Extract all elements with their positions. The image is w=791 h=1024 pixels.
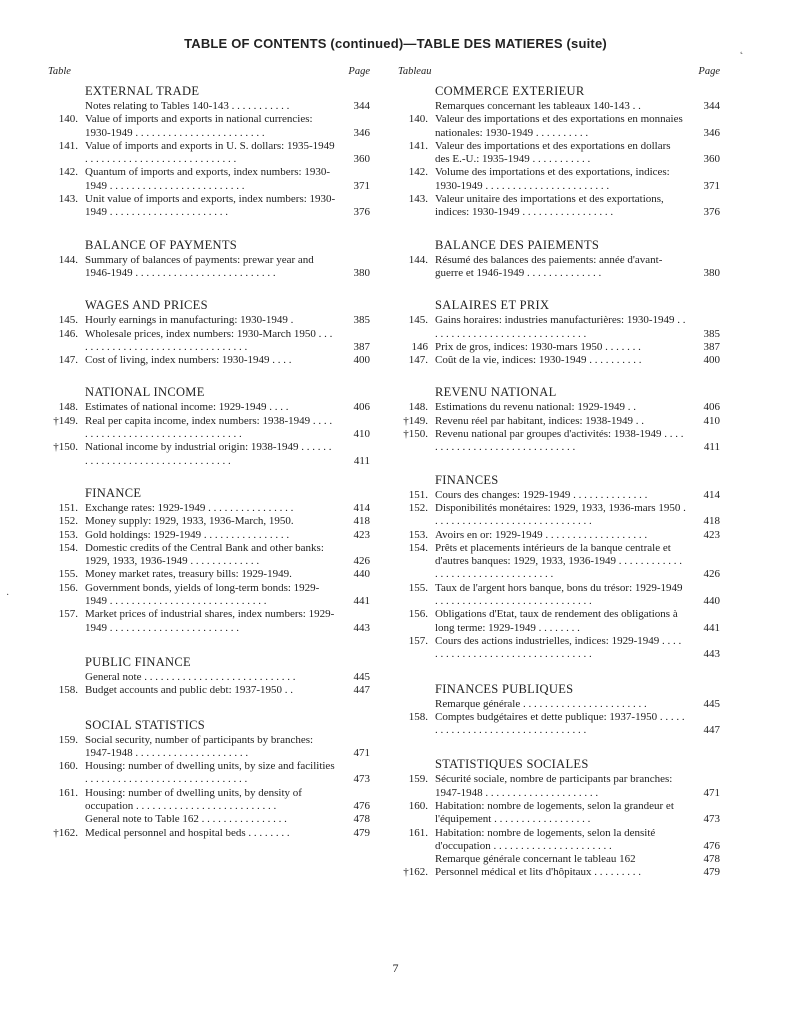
entry-title: Résumé des balances des paiements: année d'avant-guerre et 1946-1949 . . . . . . . . . . . . . . (435, 253, 663, 279)
entry-title: Comptes budgétaires et dette publique: 1937-1950 . . . . . . . . . . . . . . . . . . . . . . . . . . . . . . . . . (435, 710, 685, 737)
table-number: 147. (408, 354, 428, 367)
page-ref: 443 (353, 621, 370, 634)
entry-title: Valeur unitaire des importations et des exportations, indices: 1930-1949 . . . . . . . . . . . . . . . . . (435, 193, 664, 219)
section-heading: REVENU NATIONAL (435, 385, 557, 400)
table-number: 146. (58, 327, 78, 340)
table-number: 161. (408, 826, 428, 839)
toc-entry[interactable] (398, 254, 720, 281)
entry-title: National income by industrial origin: 1938-1949 . . . . . . . . . . . . . . . . . . . . . . . . . . . . . . . . . (85, 441, 332, 467)
toc-section (398, 757, 720, 879)
toc-section (398, 682, 720, 738)
entry-title: Estimations du revenu national: 1929-1949 . . (435, 401, 637, 414)
toc-entry[interactable] (398, 711, 720, 738)
toc-entry[interactable] (398, 140, 720, 167)
table-number: 158. (58, 684, 78, 697)
section-spacer (398, 662, 720, 678)
table-number: 143. (58, 193, 78, 206)
entry-title: Notes relating to Tables 140-143 . . . . . . . . . . . (85, 100, 290, 112)
right-column-french (398, 66, 720, 880)
entry-title: Revenu réel par habitant, indices: 1938-1949 . . (435, 414, 644, 427)
table-number: 151. (408, 488, 428, 501)
table-number: 144. (58, 253, 78, 266)
page-ref: 418 (353, 515, 370, 528)
toc-entry[interactable] (48, 542, 370, 569)
table-number: †162. (53, 826, 78, 839)
table-label: Tableau (398, 66, 432, 77)
toc-section (398, 84, 720, 220)
entry-title: Housing: number of dwelling units, by size and facilities . . . . . . . . . . . . . . . . . . . . . . . . . . . . . . (85, 760, 335, 786)
entry-title: Domestic credits of the Central Bank and other banks: 1929, 1933, 1936-1949 . . . . . . . . . . . . . (85, 541, 324, 568)
section-heading: COMMERCE EXTERIEUR (435, 84, 585, 98)
section-heading: BALANCE DES PAIEMENTS (435, 237, 600, 252)
toc-entry[interactable] (48, 787, 370, 814)
table-number: 159. (408, 773, 428, 786)
toc-entry[interactable] (48, 608, 370, 635)
entry-title: Coût de la vie, indices: 1930-1949 . . . . . . . . . . (435, 354, 642, 367)
entry-title: Remarque générale . . . . . . . . . . . . . . . . . . . . . . . (435, 697, 647, 710)
entry-title: Summary of balances of payments: prewar year and 1946-1949 . . . . . . . . . . . . . . . . . . . . . . . . . . (85, 253, 314, 279)
page-ref: 376 (353, 206, 370, 219)
toc-entry[interactable] (48, 140, 370, 167)
toc-section (398, 238, 720, 281)
toc-entry[interactable] (48, 502, 370, 515)
toc-entry[interactable] (398, 866, 720, 879)
entry-title: General note . . . . . . . . . . . . . . . . . . . . . . . . . . . . (85, 670, 296, 683)
toc-entry[interactable] (398, 698, 720, 711)
table-number: 148. (408, 401, 428, 414)
entry-title: Estimates of national income: 1929-1949 . . . . (85, 401, 289, 414)
table-number: 146 (411, 340, 428, 353)
section-list (48, 84, 370, 840)
toc-entry[interactable] (398, 502, 720, 529)
table-number: 157. (408, 634, 428, 647)
toc-entry[interactable] (48, 827, 370, 840)
table-number: 156. (58, 581, 78, 594)
page-ref: 411 (353, 454, 370, 467)
toc-entry[interactable] (48, 568, 370, 581)
toc-entry[interactable] (398, 401, 720, 414)
entry-title: Budget accounts and public debt: 1937-1950 . . (85, 684, 294, 697)
table-number: 155. (58, 568, 78, 581)
entry-title: Real per capita income, index numbers: 1938-1949 . . . . . . . . . . . . . . . . . . . . . . . . . . . . . . . . . (85, 414, 333, 441)
section-heading: FINANCES (435, 472, 499, 487)
section-spacer (398, 367, 720, 381)
entry-title: Quantum of imports and exports, index numbers: 1930-1949 . . . . . . . . . . . . . . . . . . . . . . . . . (85, 166, 331, 192)
entry-title: Medical personnel and hospital beds . . . . . . . . (85, 826, 290, 839)
table-number: 142. (408, 166, 428, 179)
toc-section (48, 84, 370, 220)
toc-entry[interactable] (48, 328, 370, 355)
entry-title: Habitation: nombre de logements, selon la densité d'occupation . . . . . . . . . . . . . . . . . . . . . . (435, 826, 656, 852)
toc-entry[interactable] (398, 113, 720, 140)
page-ref: 471 (703, 786, 720, 799)
entry-title: Prix de gros, indices: 1930-mars 1950 . . . . . . . (435, 340, 641, 353)
section-spacer (48, 468, 370, 482)
section-heading: EXTERNAL TRADE (85, 84, 200, 98)
page-ref: 445 (353, 670, 370, 683)
entry-title: Market prices of industrial shares, index numbers: 1929-1949 . . . . . . . . . . . . . . . . . . . . . . . . (85, 608, 335, 634)
table-number: 160. (58, 760, 78, 773)
page-ref: 371 (703, 179, 720, 192)
entry-title: Housing: number of dwelling units, by density of occupation . . . . . . . . . . . . . . . . . . . . . . . . . . (85, 786, 302, 812)
page-ref: 385 (353, 314, 370, 327)
section-spacer (48, 220, 370, 234)
section-heading: NATIONAL INCOME (85, 385, 205, 400)
section-spacer (398, 220, 720, 234)
page-ref: 471 (353, 746, 370, 759)
page-ref: 423 (703, 528, 720, 541)
toc-entry[interactable] (398, 193, 720, 220)
toc-section (48, 385, 370, 467)
scan-speck: ˛ (740, 44, 744, 55)
page-ref: 473 (353, 773, 370, 786)
table-number: 141. (408, 139, 428, 152)
page-ref: 447 (353, 684, 370, 697)
page-ref: 360 (703, 153, 720, 166)
toc-entry[interactable] (398, 489, 720, 502)
table-number: 142. (58, 166, 78, 179)
section-list (398, 84, 720, 880)
page-ref: 414 (703, 488, 720, 501)
entry-title: Cost of living, index numbers: 1930-1949 . . . . (85, 354, 292, 367)
page-ref: 478 (703, 853, 720, 866)
table-number: 144. (408, 253, 428, 266)
page-ref: 443 (703, 648, 720, 661)
page-ref: 440 (703, 595, 720, 608)
entry-title: Disponibilités monétaires: 1929, 1933, 1936-mars 1950 . . . . . . . . . . . . . . . . . . . . . . . . . . . . . . (435, 501, 686, 528)
table-number: 154. (408, 541, 428, 554)
toc-entry[interactable] (48, 166, 370, 193)
toc-entry[interactable] (398, 341, 720, 354)
toc-entry[interactable] (48, 193, 370, 220)
entry-title: Social security, number of participants by branches: 1947-1948 . . . . . . . . . . . . . . . . . . . . . (85, 733, 314, 759)
page-ref: 476 (703, 839, 720, 852)
section-heading: SALAIRES ET PRIX (435, 298, 550, 313)
section-heading: WAGES AND PRICES (85, 298, 208, 313)
page-ref: 346 (703, 126, 720, 139)
toc-entry[interactable] (48, 760, 370, 787)
entry-title: Cours des changes: 1929-1949 . . . . . . . . . . . . . . (435, 488, 648, 501)
toc-section (398, 298, 720, 367)
page-ref: 476 (353, 799, 370, 812)
toc-entry[interactable] (48, 401, 370, 414)
section-heading: FINANCES PUBLIQUES (435, 681, 574, 696)
page-ref: 387 (353, 340, 370, 353)
entry-title: Volume des importations et des exportations, indices: 1930-1949 . . . . . . . . . . . . . . . . . . . . . . . (435, 166, 670, 192)
page-title: TABLE OF CONTENTS (continued)—TABLE DES MATIERES (suite) (184, 36, 607, 51)
page-ref: 344 (703, 100, 720, 112)
page-ref: 426 (703, 568, 720, 581)
page-ref: 478 (353, 813, 370, 826)
column-header (48, 66, 370, 80)
toc-section (48, 486, 370, 635)
table-number: †162. (403, 866, 428, 879)
page-ref: 380 (353, 266, 370, 279)
page-ref: 441 (703, 621, 720, 634)
page-ref: 360 (353, 153, 370, 166)
table-number: 153. (58, 528, 78, 541)
entry-title: Hourly earnings in manufacturing: 1930-1949 . (85, 314, 294, 327)
table-number: 156. (408, 608, 428, 621)
page-ref: 441 (353, 595, 370, 608)
section-spacer (48, 280, 370, 294)
page-ref: 371 (353, 179, 370, 192)
toc-entry[interactable] (398, 800, 720, 827)
entry-title: Exchange rates: 1929-1949 . . . . . . . . . . . . . . . . (85, 501, 294, 514)
page-ref: 400 (703, 354, 720, 367)
page-ref: 344 (353, 100, 370, 112)
toc-entry[interactable] (48, 734, 370, 761)
table-number: 160. (408, 799, 428, 812)
page-ref: 346 (353, 126, 370, 139)
toc-section (398, 385, 720, 454)
entry-title: Wholesale prices, index numbers: 1930-March 1950 . . . . . . . . . . . . . . . . . . . . . . . . . . . . . . . . . (85, 327, 333, 353)
entry-title: Money supply: 1929, 1933, 1936-March, 1950. (85, 515, 294, 528)
entry-title: Avoirs en or: 1929-1949 . . . . . . . . . . . . . . . . . . . (435, 528, 648, 541)
page-ref: 406 (353, 401, 370, 414)
toc-entry[interactable] (48, 254, 370, 281)
table-number: †149. (53, 414, 78, 427)
page-ref: 426 (353, 555, 370, 568)
toc-entry[interactable] (398, 314, 720, 341)
toc-entry[interactable] (398, 853, 720, 866)
section-spacer (398, 455, 720, 469)
entry-title: Cours des actions industrielles, indices: 1929-1949 . . . . . . . . . . . . . . . . . . . . . . . . . . . . . . . . . (435, 634, 682, 661)
entry-title: Remarques concernant les tableaux 140-143 . . (435, 100, 641, 112)
entry-title: Personnel médical et lits d'hôpitaux . . . . . . . . . (435, 866, 642, 879)
entry-title: Obligations d'Etat, taux de rendement des obligations à long terme: 1929-1949 . . . . . . . . (435, 608, 678, 634)
toc-entry[interactable] (398, 166, 720, 193)
table-number: 157. (58, 608, 78, 621)
entry-title: Valeur des importations et des exportations en monnaies nationales: 1930-1949 . . . . . . . . . . (435, 113, 683, 139)
toc-entry[interactable] (398, 428, 720, 455)
table-number: 159. (58, 733, 78, 746)
toc-entry[interactable] (398, 773, 720, 800)
toc-entry[interactable] (398, 582, 720, 609)
toc-entry[interactable] (48, 515, 370, 528)
entry-title: Remarque générale concernant le tableau 162 (435, 853, 636, 866)
entry-title: Money market rates, treasury bills: 1929-1949. (85, 568, 292, 581)
toc-entry[interactable] (48, 813, 370, 826)
column-header (398, 66, 720, 80)
page-ref: 400 (353, 354, 370, 367)
toc-entry[interactable] (398, 608, 720, 635)
page-label: Page (348, 66, 370, 77)
entry-title: Value of imports and exports in U. S. dollars: 1935-1949 . . . . . . . . . . . . . . . . . . . . . . . . . . . . (85, 139, 335, 166)
toc-entry[interactable] (398, 635, 720, 662)
toc-section (48, 718, 370, 840)
left-column-english (48, 66, 370, 840)
page-ref: 410 (703, 414, 720, 427)
entry-title: General note to Table 162 . . . . . . . . . . . . . . . . (85, 813, 287, 826)
table-number: 141. (58, 139, 78, 152)
section-spacer (398, 280, 720, 294)
table-number: 145. (58, 314, 78, 327)
scan-speck: · (6, 590, 10, 601)
page-ref: 410 (353, 428, 370, 441)
page-ref: 380 (703, 266, 720, 279)
table-number: 151. (58, 501, 78, 514)
section-spacer (48, 635, 370, 651)
section-heading: STATISTIQUES SOCIALES (435, 757, 589, 772)
entry-title: Sécurité sociale, nombre de participants par branches: 1947-1948 . . . . . . . . . . . . . . . . . . . . . (435, 773, 673, 799)
table-number: 140. (408, 113, 428, 126)
page-ref: 473 (703, 813, 720, 826)
entry-title: Habitation: nombre de logements, selon la grandeur et l'équipement . . . . . . . . . . . . . . . . . . (435, 799, 674, 826)
page-ref: 445 (703, 697, 720, 710)
section-heading: BALANCE OF PAYMENTS (85, 237, 238, 252)
page-ref: 385 (703, 327, 720, 340)
table-number: 154. (58, 541, 78, 554)
entry-title: Unit value of imports and exports, index numbers: 1930-1949 . . . . . . . . . . . . . . . . . . . . . . (85, 193, 336, 219)
toc-entry[interactable] (398, 354, 720, 367)
toc-entry[interactable] (48, 684, 370, 697)
table-number: 147. (58, 354, 78, 367)
entry-title: Government bonds, yields of long-term bonds: 1929-1949 . . . . . . . . . . . . . . . . . . . . . . . . . . . . . (85, 581, 320, 608)
table-number: 152. (58, 515, 78, 528)
section-spacer (48, 698, 370, 714)
page-ref: 418 (703, 515, 720, 528)
toc-entry[interactable] (398, 542, 720, 582)
toc-entry[interactable] (48, 113, 370, 140)
page-ref: 406 (703, 401, 720, 414)
toc-entry[interactable] (48, 441, 370, 468)
toc-entry[interactable] (48, 100, 370, 113)
table-number: 152. (408, 501, 428, 514)
toc-entry[interactable] (48, 354, 370, 367)
page-ref: 479 (703, 866, 720, 879)
table-number: 148. (58, 401, 78, 414)
toc-entry[interactable] (48, 529, 370, 542)
page-ref: 411 (703, 441, 720, 454)
table-number: 155. (408, 581, 428, 594)
section-spacer (48, 367, 370, 381)
table-number: 143. (408, 193, 428, 206)
table-number: †150. (403, 428, 428, 441)
toc-entry[interactable] (48, 582, 370, 609)
entry-title: Prêts et placements intérieurs de la banque centrale et d'autres banques: 1929, 1933, 1936-1949 . . . . . . . . . . . . . . . . . . . . . . . . . . . . . . . . . . (435, 541, 683, 581)
table-number: 140. (58, 113, 78, 126)
section-heading: SOCIAL STATISTICS (85, 717, 205, 732)
toc-entry[interactable] (48, 671, 370, 684)
table-number: 161. (58, 786, 78, 799)
table-number: 145. (408, 314, 428, 327)
table-number: 158. (408, 710, 428, 723)
page-number: 7 (392, 961, 399, 975)
page-label: Page (698, 66, 720, 77)
toc-entry[interactable] (48, 314, 370, 327)
table-number: 153. (408, 528, 428, 541)
page-ref: 440 (353, 568, 370, 581)
page-ref: 387 (703, 340, 720, 353)
toc-entry[interactable] (398, 415, 720, 428)
entry-title: Revenu national par groupes d'activités: 1938-1949 . . . . . . . . . . . . . . . . . . . . . . . . . . . . . . (435, 428, 684, 454)
toc-entry[interactable] (398, 529, 720, 542)
page-ref: 376 (703, 206, 720, 219)
toc-section (398, 473, 720, 662)
section-heading: FINANCE (85, 485, 142, 500)
toc-entry[interactable] (398, 100, 720, 113)
page-ref: 479 (353, 826, 370, 839)
section-heading: PUBLIC FINANCE (85, 654, 191, 669)
table-label: Table (48, 66, 71, 77)
entry-title: Taux de l'argent hors banque, bons du trésor: 1929-1949 . . . . . . . . . . . . . . . . . . . . . . . . . . . . . (435, 581, 683, 608)
page-ref: 447 (703, 724, 720, 737)
section-spacer (398, 737, 720, 753)
toc-section (48, 238, 370, 281)
page-ref: 423 (353, 528, 370, 541)
entry-title: Gold holdings: 1929-1949 . . . . . . . . . . . . . . . . (85, 528, 290, 541)
table-number: †150. (53, 441, 78, 454)
table-number: †149. (403, 414, 428, 427)
toc-section (48, 655, 370, 698)
toc-entry[interactable] (48, 415, 370, 442)
toc-entry[interactable] (398, 827, 720, 854)
entry-title: Gains horaires: industries manufacturières: 1930-1949 . . . . . . . . . . . . . . . . . . . . . . . . . . . . . . (435, 314, 686, 340)
entry-title: Value of imports and exports in national currencies: 1930-1949 . . . . . . . . . . . . . . . . . . . . . . . . (85, 113, 313, 139)
toc-section (48, 298, 370, 367)
entry-title: Valeur des importations et des exportations en dollars des E.-U.: 1935-1949 . . . . . . . . . . . (435, 139, 671, 166)
page-ref: 414 (353, 501, 370, 514)
